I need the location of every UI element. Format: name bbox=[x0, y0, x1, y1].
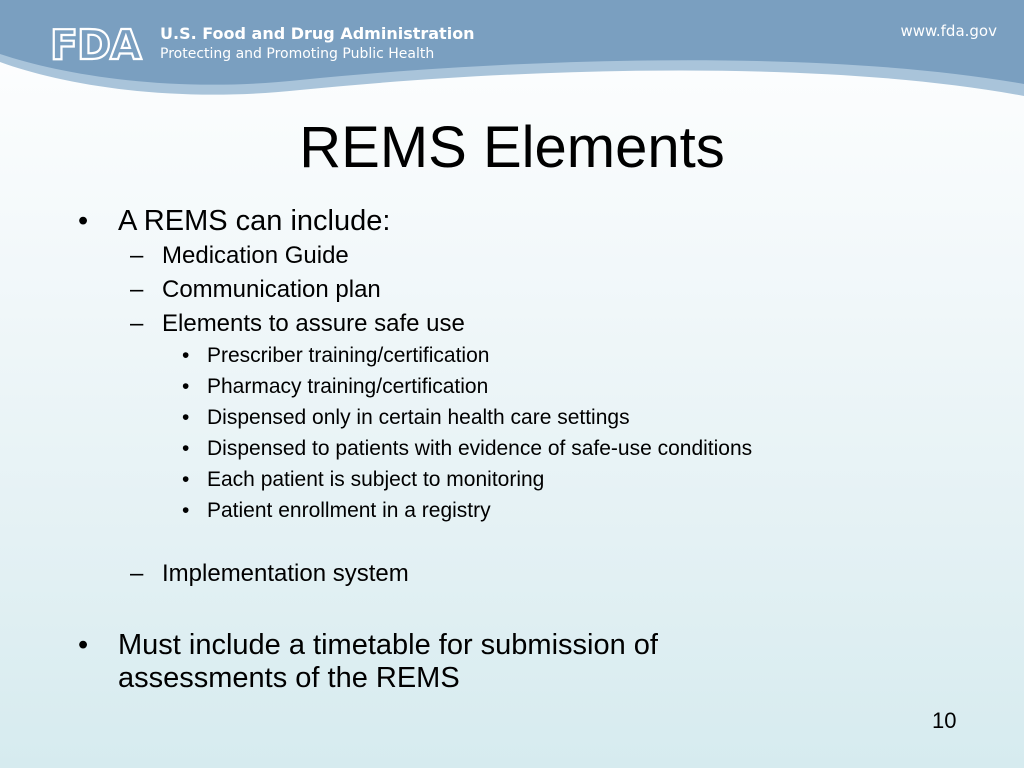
bullet-text: Dispensed to patients with evidence of safe-use conditions bbox=[207, 437, 753, 460]
bullet-text: Each patient is subject to monitoring bbox=[207, 468, 545, 491]
page-number: 10 bbox=[932, 708, 957, 733]
fda-logo-icon bbox=[50, 22, 146, 64]
bullet-marker: – bbox=[130, 310, 144, 337]
agency-tagline: Protecting and Promoting Public Health bbox=[160, 46, 435, 62]
bullet-marker: • bbox=[78, 205, 89, 237]
bullet-text: Medication Guide bbox=[162, 242, 349, 269]
bullet-text: Elements to assure safe use bbox=[162, 310, 465, 337]
agency-block bbox=[160, 24, 475, 64]
bullet-marker: • bbox=[78, 629, 89, 661]
bullet-text: Dispensed only in certain health care settings bbox=[207, 406, 630, 429]
bullet-marker: – bbox=[130, 560, 144, 587]
bullet-marker: • bbox=[182, 344, 190, 367]
bullet-marker: • bbox=[182, 468, 190, 491]
bullet-text: A REMS can include: bbox=[118, 205, 391, 237]
bullet-marker: – bbox=[130, 242, 144, 269]
fda-logo bbox=[50, 22, 146, 64]
bullet-text: Prescriber training/certification bbox=[207, 344, 490, 367]
header-wave bbox=[0, 0, 1024, 110]
slide-title: REMS Elements bbox=[299, 115, 725, 180]
bullet-marker: – bbox=[130, 276, 144, 303]
bullet-text bbox=[118, 629, 818, 695]
bullet-marker: • bbox=[182, 499, 190, 522]
bullet-text: Pharmacy training/certification bbox=[207, 375, 489, 398]
bullet-text-line-2: assessments of the REMS bbox=[118, 662, 460, 694]
bullet-marker: • bbox=[182, 437, 190, 460]
bullet-marker: • bbox=[182, 406, 190, 429]
header-banner bbox=[0, 0, 1024, 110]
logo-text: FDA bbox=[50, 22, 141, 64]
agency-name: U.S. Food and Drug Administration bbox=[160, 24, 475, 43]
bullet-text: Patient enrollment in a registry bbox=[207, 499, 491, 522]
bullet-marker: • bbox=[182, 375, 190, 398]
bullet-text: Implementation system bbox=[162, 560, 409, 587]
bullet-text-line-1: Must include a timetable for submission of bbox=[118, 629, 658, 661]
website-link[interactable]: www.fda.gov bbox=[900, 22, 997, 40]
bullet-text: Communication plan bbox=[162, 276, 381, 303]
